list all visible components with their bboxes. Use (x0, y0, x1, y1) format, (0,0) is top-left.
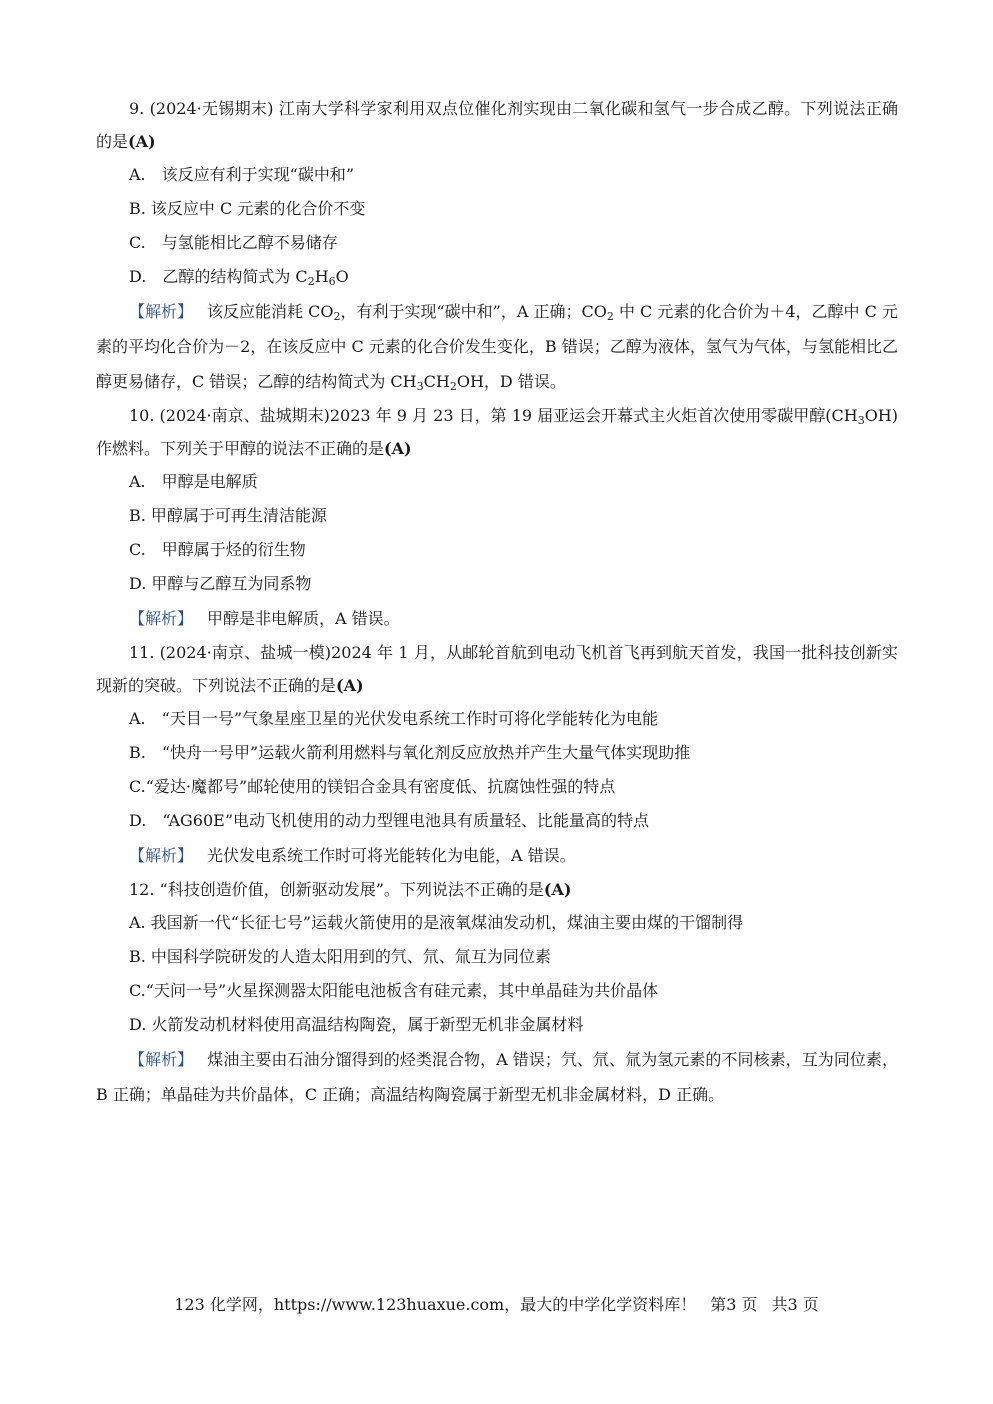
option-b: B. 中国科学院研发的人造太阳用到的氕、氘、氚互为同位素 (129, 947, 551, 966)
answer-key: (A) (336, 676, 364, 695)
subscript: 2 (606, 310, 614, 323)
formula-part: O (335, 267, 349, 286)
option-a: A. 甲醇是电解质 (129, 472, 258, 491)
analysis-text: 甲醇是非电解质，A 错误。 (207, 609, 400, 628)
analysis-text: OH，D 错误。 (456, 372, 566, 391)
answer-key: (A) (128, 132, 156, 151)
option-d (129, 260, 898, 294)
question-stem-text: 11. (2024·南京、盐城一模)2024 年 1 月，从邮轮首航到电动飞机首飞再到航天首发，我国一批科技创新实现新的突破。下列说法不正确的是 (96, 643, 898, 695)
analysis-text: 该反应能消耗 CO (207, 302, 334, 321)
option-b: B. “快舟一号甲”运载火箭利用燃料与氧化剂反应放热并产生大量气体实现助推 (129, 743, 691, 762)
subscript: 2 (449, 380, 457, 393)
footer-page-number: 第3 页 (710, 1295, 758, 1314)
option-b: B. 甲醇属于可再生清洁能源 (129, 506, 327, 525)
option-a: A. 该反应有利于实现“碳中和” (129, 165, 355, 184)
option-a: A. “天目一号”气象星座卫星的光伏发电系统工作时可将化学能转化为电能 (129, 709, 659, 728)
subscript: 6 (328, 275, 336, 288)
question-stem-text: 12. “科技创造价值，创新驱动发展”。下列说法不正确的是 (129, 880, 544, 899)
formula-part: H (314, 267, 329, 286)
question-11 (96, 636, 898, 873)
question-stem (96, 399, 898, 465)
footer-page-total: 共3 页 (771, 1295, 819, 1314)
question-stem-text: 10. (2024·南京、盐城期末)2023 年 9 月 23 日，第 19 届亚运会开幕式主火炬首次使用零碳甲醇(CH (129, 406, 858, 425)
analysis-label: 【解析】 (129, 609, 194, 628)
question-12 (96, 873, 898, 1112)
analysis-label: 【解析】 (129, 1050, 194, 1069)
subscript: 3 (416, 380, 424, 393)
analysis-label: 【解析】 (129, 846, 194, 865)
analysis-text: ，有利于实现“碳中和”，A 正确；CO (340, 302, 607, 321)
analysis (96, 294, 898, 399)
question-stem (96, 873, 898, 906)
analysis-text: CH (423, 372, 450, 391)
option-a: A. 我国新一代“长征七号”运载火箭使用的是液氧煤油发动机，煤油主要由煤的干馏制得 (129, 913, 744, 932)
option-c: C.“爱达·魔都号”邮轮使用的镁铝合金具有密度低、抗腐蚀性强的特点 (129, 777, 616, 796)
option-d: D. 甲醇与乙醇互为同系物 (129, 574, 312, 593)
option-c: C. 与氢能相比乙醇不易储存 (129, 233, 338, 252)
analysis-text: 煤油主要由石油分馏得到的烃类混合物，A 错误；氕、氘、氚为氢元素的不同核素，互为同位素，B 正确；单晶硅为共价晶体，C 正确；高温结构陶瓷属于新型无机非金属材料，D 正确。 (96, 1050, 898, 1104)
subscript: 2 (333, 310, 341, 323)
analysis (96, 838, 898, 873)
question-9 (96, 92, 898, 399)
question-stem (96, 636, 898, 702)
question-10 (96, 399, 898, 636)
answer-key: (A) (543, 880, 572, 899)
analysis (96, 1042, 898, 1112)
option-b: B. 该反应中 C 元素的化合价不变 (129, 199, 366, 218)
question-stem-text: OH)作燃料。下列关于甲醇的说法不正确的是 (96, 406, 898, 458)
option-d-text: D. 乙醇的结构简式为 C (129, 267, 308, 286)
analysis (96, 601, 898, 636)
analysis-label: 【解析】 (129, 302, 194, 321)
analysis-text: 中 C 元素的化合价为＋4，乙醇中 C 元素的平均化合价为－2，在该反应中 C 元素的化合价发生变化，B 错误；乙醇为液体，氢气为气体，与氢能相比乙醇更易储存，C 错误；乙醇的结构简式为 CH (96, 302, 898, 391)
analysis-text: 光伏发电系统工作时可将光能转化为电能，A 错误。 (207, 846, 576, 865)
subscript: 3 (857, 414, 865, 427)
page-footer (0, 1293, 993, 1317)
subscript: 2 (307, 275, 315, 288)
footer-site-text: 123 化学网，https://www.123huaxue.com，最大的中学化学资料库！ (174, 1295, 697, 1314)
question-stem (96, 92, 898, 158)
option-d: D. “AG60E”电动飞机使用的动力型锂电池具有质量轻、比能量高的特点 (129, 811, 650, 830)
page-content (96, 92, 898, 1112)
question-stem-text: 9. (2024·无锡期末) 江南大学科学家利用双点位催化剂实现由二氧化碳和氢气一步合成乙醇。下列说法正确的是 (96, 99, 898, 151)
option-d: D. 火箭发动机材料使用高温结构陶瓷，属于新型无机非金属材料 (129, 1015, 584, 1034)
answer-key: (A) (384, 439, 412, 458)
option-c: C.“天问一号”火星探测器太阳能电池板含有硅元素，其中单晶硅为共价晶体 (129, 981, 659, 1000)
option-c: C. 甲醇属于烃的衍生物 (129, 540, 306, 559)
